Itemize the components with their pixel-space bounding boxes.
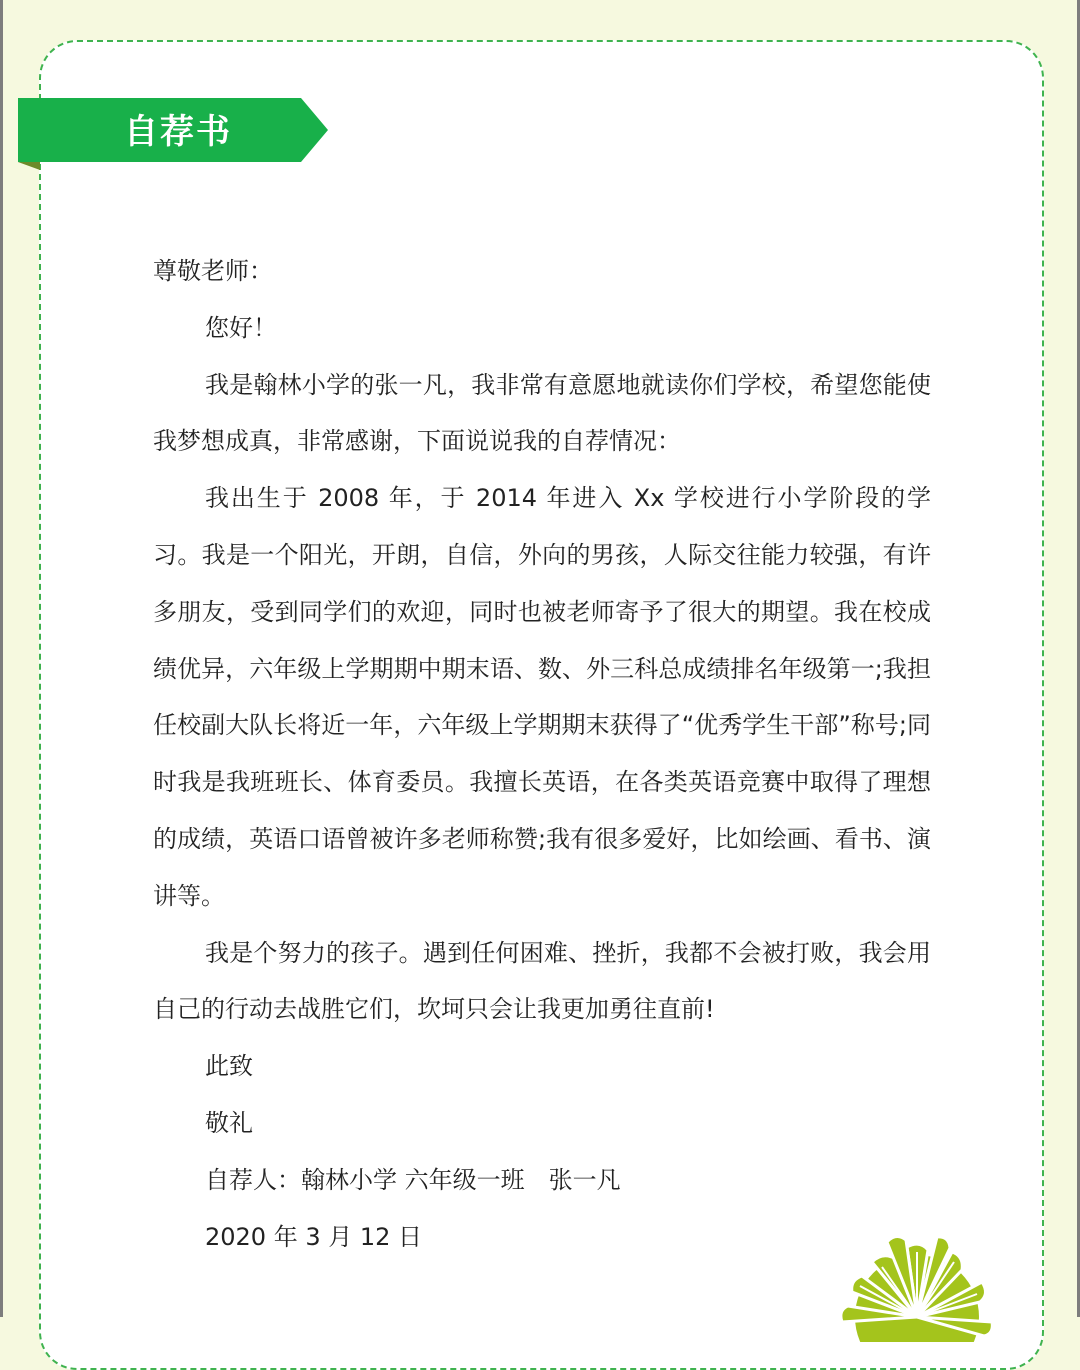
signature: 自荐人：翰林小学 六年级一班 张一凡 [205, 1165, 621, 1194]
page-edge-left [0, 0, 3, 1317]
closing-line-1: 此致 [205, 1052, 253, 1081]
greeting: 您好！ [205, 313, 277, 342]
letter-body [153, 243, 931, 1265]
banner-fold [18, 162, 40, 170]
paragraph-intro: 我是翰林小学的张一凡，我非常有意愿地就读你们学校，希望您能使我梦想成真，非常感谢，下面说说我的自荐情况： [153, 370, 931, 456]
page-title: 自荐书 [124, 112, 232, 152]
paragraph-background: 我出生于 2008 年，于 2014 年进入 Xx 学校进行小学阶段的学习。我是一个阳光，开朗，自信，外向的男孩，人际交往能力较强，有许多朋友，受到同学们的欢迎，同时也被老师寄予了很大的期望。我在校成绩优异，六年级上学期期中期末语、数、外三科总成绩排名年级第一;我担任校副大队长将近一年，六年级上学期期末获得了“优秀学生干部”称号;同时我是我班班长、体育委员。我擅长英语，在各类英语竞赛中取得了理想的成绩，英语口语曾被许多老师称赞;我有很多爱好，比如绘画、看书、演讲等。 [153, 484, 931, 910]
tree-leaves-icon [812, 1222, 1022, 1342]
salutation: 尊敬老师： [153, 257, 273, 285]
date: 2020 年 3 月 12 日 [205, 1222, 423, 1251]
closing-line-2: 敬礼 [205, 1108, 253, 1137]
paragraph-character: 我是个努力的孩子。遇到任何困难、挫折，我都不会被打败，我会用自己的行动去战胜它们，坎坷只会让我更加勇往直前! [153, 938, 931, 1024]
